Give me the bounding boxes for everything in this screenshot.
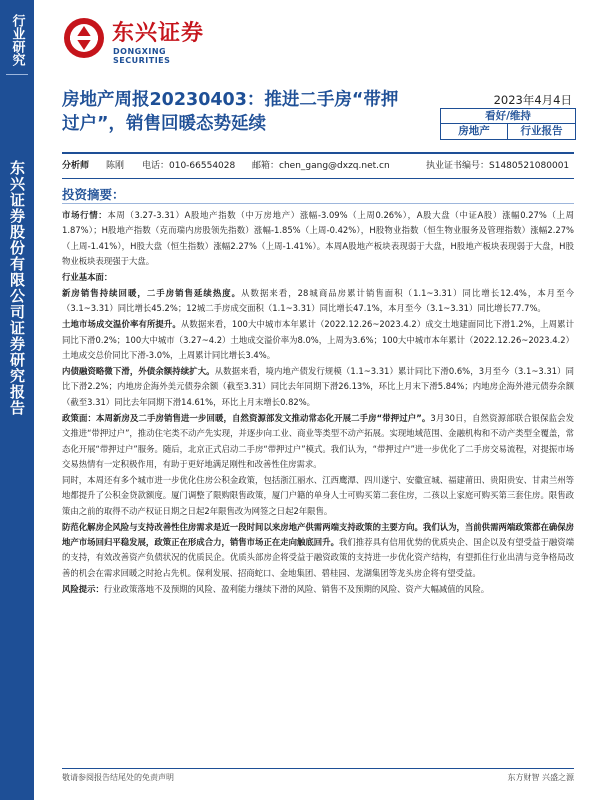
policy-paragraph [62,411,574,473]
report-date: 2023年4月4日 [493,93,572,107]
finance-label: 内债融资略微下滑，外债余额持续扩大。 [62,366,215,377]
policy-paragraph-2: 同时，本周还有多个城市进一步优化住房公积金政策，包括浙江丽水、江西鹰潭、四川遂宁、安徽宣城、福建莆田、贵阳贵安、甘肃兰州等地都提升了公积金贷款额度。厦门调整了限购限售政策，厦门户籍的单身人士可购买第二套住房，二孩以上家庭可购买第三套住房。限售政策由之前的取得不动产权证日期之日起2年限售改为网签之日起2年限售。 [62,474,574,516]
market-label: 市场行情： [62,210,108,220]
market-paragraph [62,208,574,270]
report-type-tag: 行业报告 [520,125,563,137]
risk-label: 风险提示： [62,583,104,594]
market-text: 本周（3.27-3.31）A股地产指数（中万房地产）涨幅-3.09%（上周0.26%），A股大盘（中证A股）涨幅0.27%（上周1.87%）；H股地产指数（克而瑞内房股领先指数）涨幅-1.85%（上周-0.42%），H股物业指数（恒生物业服务及管理指数）涨幅2.27%（上周-1.41%），H股大盘（恒生指数）涨幅2.27%（上周-1.41%）。本周A股地产板块表现弱于大盘，H股地产板块表现弱于大盘，H股物业板块表现强于大盘。 [62,210,575,267]
summary-rule [62,203,574,204]
header-rule [62,152,574,154]
analyst-phone: 电话：010-66554028 [142,161,236,171]
view-label: 防范化解房企风险与支持改善性住房需求是近一段时间以来房地产供需两端支持政策的主要方向。我们认为，当前供需两端政策都在确保房地产市场回归平稳发展，政策正在形成合力，销售市场正在走向触底回升。 [62,521,574,548]
land-label: 土地市场成交温价率有所提升。 [62,319,181,330]
summary-body [62,208,574,598]
logo-name-cn: 东兴证券 [112,21,205,46]
risk-paragraph [62,582,574,597]
land-text: 从数据来看，100大中城市本年累计（2022.12.26~2023.4.2）成交土地建面同比下滑1.2%，上周累计同比下滑0.2%；100大中城市（3.27~4.2）土地成交溢价率为8.0%，上周为3.6%；100大中城市本年累计（2022.12.26~2023.4.2）土地成交总价同比下滑-3.0%，上周累计同比增长3.4%。 [62,319,574,361]
analyst-rule [62,178,574,179]
analyst-label: 分析师 [62,161,90,171]
view-paragraph [62,520,574,582]
footer-slogan: 东方财智 兴盛之源 [507,773,574,782]
logo-name-en: DONGXING SECURITIES [113,47,171,65]
rating-label: 看好/维持 [441,109,575,124]
fundamentals-heading: 行业基本面： [62,272,113,283]
analyst-info [62,158,574,174]
sidebar [0,0,34,800]
sidebar-company-label: 东兴证券股份有限公司证券研究报告 [8,160,26,416]
sales-paragraph [62,286,574,317]
policy-label: 政策面：本周新房及二手房销售进一步回暖，自然资源部发文推动常态化开展二手房“带押过户”。 [62,412,431,423]
sidebar-divider [6,74,28,75]
analyst-license: 执业证书编号：S1480521080001 [426,161,570,171]
analyst-email[interactable]: 邮箱：chen_gang@dxzq.net.cn [252,161,390,171]
sidebar-category-label: 行业研究 [9,14,25,66]
finance-paragraph [62,364,574,410]
footer-rule [62,768,574,769]
land-paragraph [62,317,574,363]
analyst-name: 陈刚 [106,161,125,171]
policy-text: 3月30日，自然资源部联合银保监会发文推进“带押过户”，推动住宅类不动产先实现，并逐步向工业、商业等类型不动产拓展。实现地域范围、金融机构和不动产类型全覆盖，常态化开展“带押过户”服务。随后，北京正式启动二手房“带押过户”模式。我们认为，“带押过户”进一步优化了二手房交易流程，对提振市场交易热情有一定积极作用，有助于更好地满足刚性和改善性住房需求。 [62,412,575,469]
report-title: 房地产周报20230403：推进二手房“带押过户”，销售回暖态势延续 [62,90,399,134]
rating-box [440,108,576,140]
logo-mark-icon [62,16,106,60]
risk-text: 行业政策落地不及预期的风险、盈利能力继续下滑的风险、销售不及预期的风险、资产大幅减值的风险。 [103,583,490,594]
sales-text: 从数据来看，28城商品房累计销售面积（1.1~3.31）同比增长12.4%，本月至今（3.1~3.31）同比增长45.2%；12城二手房成交面积（1.1~3.31）同比增长47.1%，本月至今（3.1~3.31）同比增长77.7%。 [62,288,575,314]
company-logo [62,14,222,66]
footer-disclaimer: 敬请参阅报告结尾处的免责声明 [62,773,174,782]
view-text: 我们推荐具有信用优势的优质央企、国企以及有望受益于融资端的支持，有效改善资产负债状况的优质民企。优质头部房企将受益于融资政策的支持进一步优化资产结构，有望抓住行业出清与竞争格局改善的机会在需求回暖之时抢占先机。保利发展、招商蛇口、金地集团、碧桂园、龙湖集团等龙头房企将有望受益。 [62,537,575,578]
summary-heading: 投资摘要： [62,187,125,202]
finance-text: 从数据来看，境内地产债发行规模（1.1~3.31）累计同比下滑0.6%，3月至今（3.1~3.31）同比下滑2.2%；内地房企海外美元债券余额（截至3.31）同比去年同期下滑26.13%，环比上月末下滑5.84%；内地房企海外港元债券余额（截至3.31）同比去年同期下滑14.61%，环比上月末增长0.82%。 [62,366,575,407]
sales-label: 新房销售持续回暖，二手房销售延续热度。 [62,288,242,299]
industry-tag: 房地产 [441,124,508,139]
